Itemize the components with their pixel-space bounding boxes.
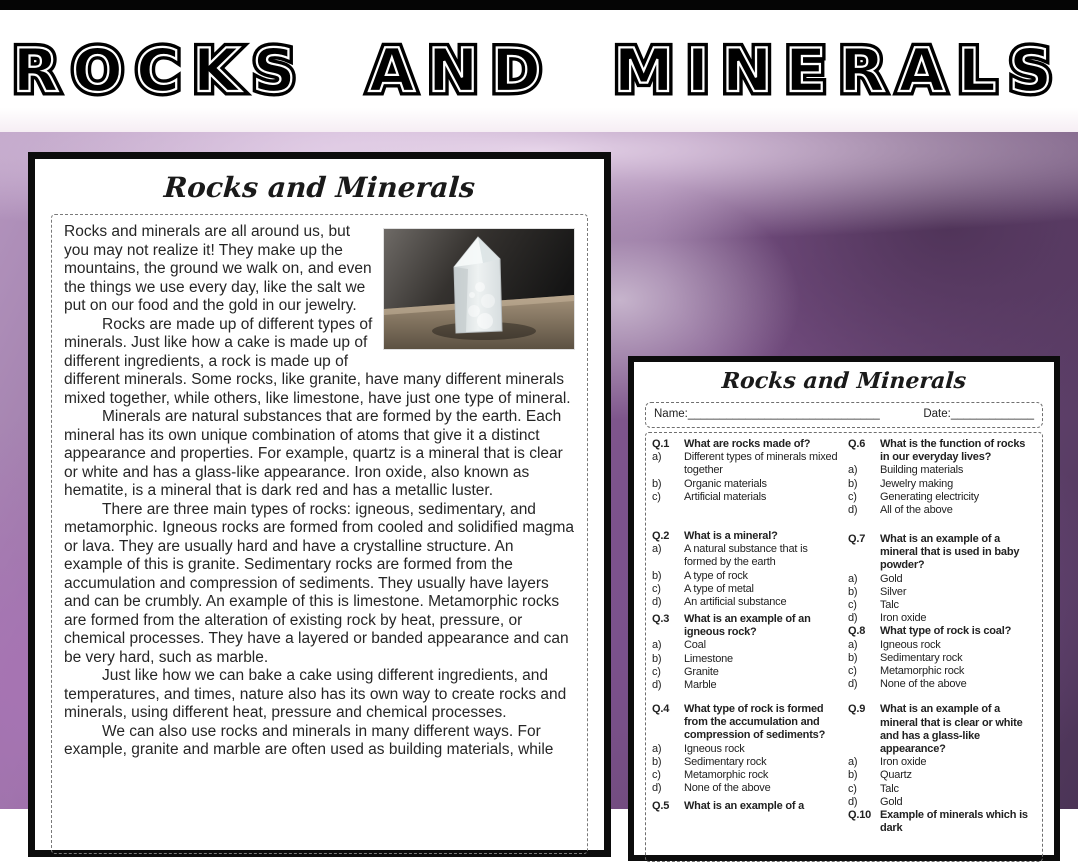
option-letter: c)	[652, 665, 661, 678]
option-letter: b)	[848, 651, 858, 664]
option-text: Iron oxide	[880, 612, 927, 625]
question-number: Q.1	[652, 438, 670, 450]
question-text: Example of minerals which is dark	[880, 809, 1028, 835]
question-block	[848, 703, 1036, 809]
questions-box	[645, 432, 1043, 862]
option-letter: d)	[652, 782, 662, 795]
option-letter: a)	[652, 451, 662, 464]
option-letter: b)	[848, 477, 858, 490]
option-text: A natural substance that is formed by the earth	[684, 543, 808, 569]
option-text: A type of metal	[684, 582, 754, 595]
question-number: Q.8	[848, 625, 866, 638]
question-block	[848, 809, 1036, 835]
option-letter: a)	[848, 464, 858, 477]
question-number: Q.10	[848, 809, 872, 822]
option-letter: a)	[848, 756, 858, 769]
question-text: What is a mineral?	[684, 530, 778, 542]
passage-paragraph: Minerals are natural substances that are formed by the earth. Each mineral has its own unique combination of atoms that give it a distinct appearance and properties. For example, quartz is a mineral that is clear or white and has a glass-like appearance. Iron oxide, also known as hematite, is a mineral that is dark red and has a metallic luster.	[64, 408, 563, 499]
option-text: An artificial substance	[684, 596, 787, 609]
question-block	[652, 438, 840, 530]
option-letter: d)	[652, 596, 662, 609]
option-text: All of the above	[880, 504, 953, 517]
question-text: What is the function of rocks in our everyday lives?	[880, 438, 1026, 464]
option-text: Granite	[684, 665, 719, 678]
date-blank-line: _____________	[950, 408, 1034, 420]
question-text: What type of rock is coal?	[880, 625, 1012, 638]
option-letter: a)	[848, 572, 858, 585]
option-letter: d)	[848, 795, 858, 808]
option-text: None of the above	[684, 782, 771, 795]
option-letter: a)	[652, 742, 662, 755]
option-text: Metamorphic rock	[684, 769, 769, 782]
option-text: Gold	[880, 795, 903, 808]
option-letter: d)	[848, 612, 858, 625]
date-label: Date:	[923, 408, 951, 420]
question-number: Q.7	[848, 533, 866, 545]
passage-paragraph: Rocks and minerals are all around us, but you may not realize it! They make up the mountains, the ground we walk on, and even the things we use every day, like the salt we put on our food and the gold in our jewelry.	[64, 223, 372, 314]
option-text: Jewelry making	[880, 477, 954, 490]
question-number: Q.5	[652, 800, 670, 812]
question-number: Q.2	[652, 530, 670, 542]
title-banner	[0, 10, 1078, 132]
option-text: Igneous rock	[880, 638, 941, 651]
question-number: Q.9	[848, 703, 866, 716]
option-letter: d)	[848, 504, 858, 517]
option-text: Building materials	[880, 464, 964, 477]
option-letter: b)	[652, 569, 662, 582]
option-letter: d)	[652, 679, 662, 692]
top-black-strip	[0, 0, 1078, 10]
option-text: Igneous rock	[684, 742, 745, 755]
question-block	[848, 625, 1036, 703]
option-letter: b)	[652, 755, 662, 768]
option-text: A type of rock	[684, 569, 748, 582]
option-text: Talc	[880, 599, 899, 612]
option-text: Quartz	[880, 769, 912, 782]
option-text: Iron oxide	[880, 756, 927, 769]
passage-paragraph: There are three main types of rocks: igneous, sedimentary, and metamorphic. Igneous rocks are formed from cooled and solidified magma or lava. They are usually hard and have a crystalline structure. An example of this is granite. Sedimentary rocks are formed from the accumulation and compression of sediments. They usually have layers and can be crumbly. An example of this is limestone. Metamorphic rocks are formed from the alteration of existing rock by heat, pressure, or chemical processes. They have a layered or banded appearance and can be very hard, such as marble.	[64, 500, 575, 666]
option-letter: c)	[652, 582, 661, 595]
passage-text	[64, 223, 575, 760]
date-field	[923, 408, 1034, 420]
option-text: Marble	[684, 679, 717, 692]
option-letter: a)	[652, 639, 662, 652]
option-text: Metamorphic rock	[880, 665, 965, 678]
question-block	[848, 533, 1036, 625]
reading-page	[28, 152, 611, 857]
passage-paragraph: We can also use rocks and minerals in many different ways. For example, granite and marble are often used as building materials, while	[64, 722, 554, 758]
passage-paragraph: Rocks are made up of different types of minerals. Just like how a cake is made up of different ingredients, a rock is made up of different minerals. Some rocks, like granite, have many different minerals mixed together, while others, like limestone, have just one type of mineral.	[64, 315, 571, 407]
passage-box	[51, 214, 588, 854]
question-block	[652, 800, 840, 813]
question-number: Q.4	[652, 703, 670, 715]
question-number: Q.6	[848, 438, 866, 450]
option-letter: a)	[848, 638, 858, 651]
option-letter: c)	[652, 769, 661, 782]
reading-page-title: Rocks and Minerals	[162, 171, 477, 204]
option-letter: c)	[848, 599, 857, 612]
option-text: Coal	[684, 639, 706, 652]
option-letter: c)	[848, 782, 857, 795]
question-text: What are rocks made of?	[684, 438, 811, 450]
questions-column-left	[652, 438, 840, 861]
passage-paragraph: Just like how we can bake a cake using different ingredients, and temperatures, and times, nature also has its own way to create rocks and minerals, using different heat, pressure and chemical processes.	[64, 667, 567, 721]
option-letter: b)	[652, 652, 662, 665]
question-text: What is an example of a	[684, 800, 805, 812]
option-text: Limestone	[684, 652, 733, 665]
option-letter: c)	[652, 490, 661, 503]
question-block	[652, 703, 840, 800]
name-date-row	[645, 402, 1043, 428]
option-text: Artificial materials	[684, 490, 767, 503]
question-text: What is an example of an igneous rock?	[684, 613, 811, 639]
option-text: Different types of minerals mixed together	[684, 451, 838, 477]
option-letter: a)	[652, 543, 662, 556]
option-letter: c)	[848, 490, 857, 503]
option-letter: b)	[848, 769, 858, 782]
option-letter: b)	[652, 477, 662, 490]
option-text: Gold	[880, 572, 903, 585]
question-text: What is an example of a mineral that is used in baby powder?	[880, 533, 1020, 572]
option-text: Generating electricity	[880, 490, 979, 503]
name-field	[654, 408, 880, 420]
question-text: What type of rock is formed from the accumulation and compression of sediments?	[684, 703, 826, 742]
question-text: What is an example of a mineral that is clear or white and has a glass-like appearance?	[880, 703, 1023, 756]
question-block	[848, 438, 1036, 533]
questions-column-right	[848, 438, 1036, 861]
question-block	[652, 613, 840, 703]
name-label: Name:	[654, 408, 688, 420]
name-blank-line: ______________________________	[687, 408, 880, 420]
option-text: Talc	[880, 782, 899, 795]
question-block	[652, 530, 840, 613]
option-text: Sedimentary rock	[880, 651, 963, 664]
option-text: Silver	[880, 585, 907, 598]
option-text: Sedimentary rock	[684, 755, 767, 768]
option-letter: c)	[848, 665, 857, 678]
banner-title: ROCKS AND MINERALS ROCKS AND MINERALS	[13, 36, 1066, 106]
quartz-crystal-photo	[383, 228, 575, 350]
question-number: Q.3	[652, 613, 670, 625]
option-letter: b)	[848, 585, 858, 598]
option-text: None of the above	[880, 678, 967, 691]
questions-page-title: Rocks and Minerals	[720, 368, 968, 394]
option-letter: d)	[848, 678, 858, 691]
option-text: Organic materials	[684, 477, 767, 490]
questions-page	[628, 356, 1060, 861]
